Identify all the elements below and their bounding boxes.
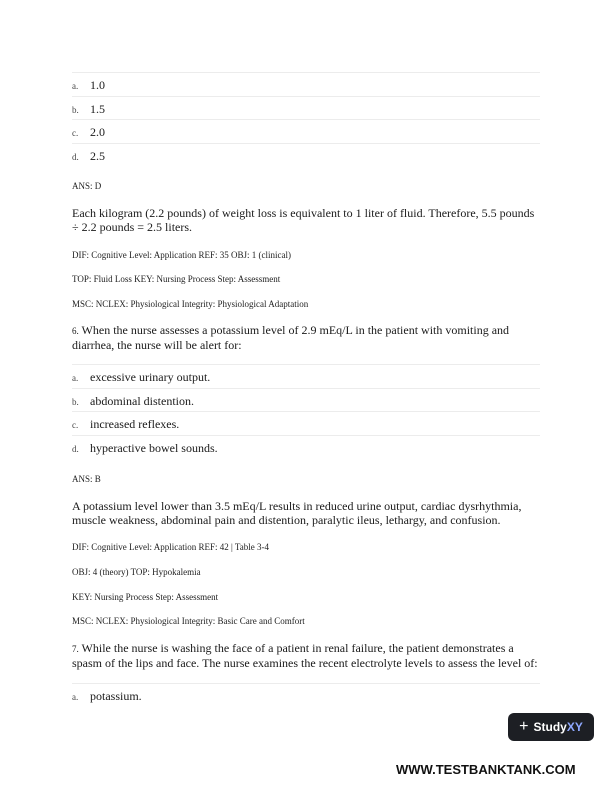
option-letter: c. <box>72 420 79 430</box>
q6-meta-obj: OBJ: 4 (theory) TOP: Hypokalemia <box>72 567 201 577</box>
option-letter: a. <box>72 373 79 383</box>
option-text: 1.5 <box>90 101 105 116</box>
q6-stem <box>72 323 542 352</box>
option-text: hyperactive bowel sounds. <box>90 440 218 455</box>
q6-option-d <box>72 435 540 459</box>
q5-option-c <box>72 119 540 143</box>
q5-option-d <box>72 143 540 167</box>
q6-option-a <box>72 364 540 388</box>
option-text: 2.5 <box>90 148 105 163</box>
option-letter: b. <box>72 104 79 115</box>
q5-options <box>72 72 540 166</box>
q7-number: 7. <box>72 644 79 654</box>
footer-url[interactable]: WWW.TESTBANKTANK.COM <box>396 762 576 777</box>
q6-meta-msc: MSC: NCLEX: Physiological Integrity: Basic Care and Comfort <box>72 616 305 626</box>
studyxy-badge[interactable] <box>508 713 594 741</box>
option-letter: c. <box>72 128 79 138</box>
q6-number: 6. <box>72 326 79 336</box>
option-letter: b. <box>72 396 79 407</box>
q5-option-b <box>72 96 540 120</box>
q7-stem <box>72 641 542 670</box>
q6-options <box>72 364 540 458</box>
q6-option-b <box>72 388 540 412</box>
q6-meta-dif: DIF: Cognitive Level: Application REF: 42 | Table 3-4 <box>72 542 269 552</box>
q6-rationale: A potassium level lower than 3.5 mEq/L results in reduced urine output, cardiac dysrhythmia, muscle weakness, abdominal pain and distention, paralytic ileus, lethargy, and confusion. <box>72 499 522 527</box>
option-text: excessive urinary output. <box>90 370 211 384</box>
option-letter: a. <box>72 692 79 702</box>
q7-options <box>72 683 540 707</box>
option-letter: a. <box>72 81 79 91</box>
option-text: increased reflexes. <box>90 417 180 431</box>
option-letter: d. <box>72 151 79 162</box>
q5-answer: ANS: D <box>72 181 102 191</box>
q5-meta-top: TOP: Fluid Loss KEY: Nursing Process Step: Assessment <box>72 274 281 284</box>
q7-option-a <box>72 683 540 707</box>
option-text: potassium. <box>90 689 142 703</box>
q6-stem-text: When the nurse assesses a potassium level of 2.9 mEq/L in the patient with vomiting and diarrhea, the nurse will be alert for: <box>72 323 510 352</box>
q6-answer: ANS: B <box>72 474 101 484</box>
plus-icon: + <box>519 718 529 735</box>
q5-rationale: Each kilogram (2.2 pounds) of weight loss is equivalent to 1 liter of fluid. Therefore, 5.5 pounds ÷ 2.2 pounds = 2.5 liters. <box>72 206 535 234</box>
q5-option-a <box>72 72 540 96</box>
option-text: 1.0 <box>90 78 105 92</box>
option-text: abdominal distention. <box>90 393 194 408</box>
option-text: 2.0 <box>90 125 105 139</box>
q5-meta-msc: MSC: NCLEX: Physiological Integrity: Physiological Adaptation <box>72 299 309 309</box>
q6-option-c <box>72 411 540 435</box>
q6-meta-key: KEY: Nursing Process Step: Assessment <box>72 592 219 602</box>
option-letter: d. <box>72 443 79 454</box>
badge-suffix: XY <box>566 720 583 734</box>
q5-meta-dif: DIF: Cognitive Level: Application REF: 35 OBJ: 1 (clinical) <box>72 250 291 260</box>
badge-prefix: Study <box>533 720 567 734</box>
q7-stem-text: While the nurse is washing the face of a patient in renal failure, the patient demonstrates a spasm of the lips and face. The nurse examines the recent electrolyte levels to assess the level of: <box>72 641 538 670</box>
